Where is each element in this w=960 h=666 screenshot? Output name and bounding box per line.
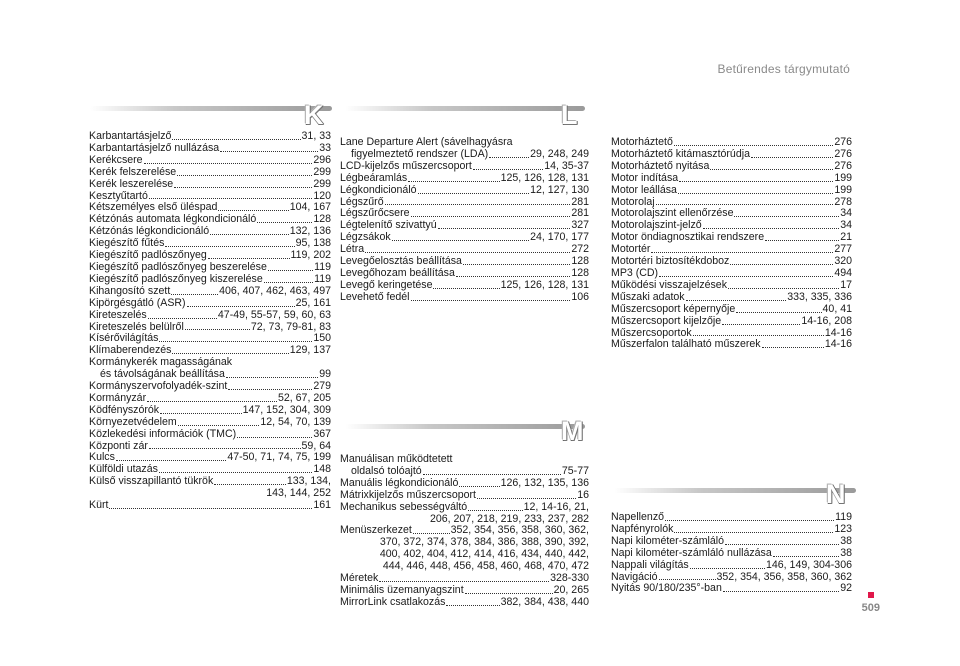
index-entry-leader	[210, 233, 289, 235]
index-entry	[340, 185, 589, 197]
index-entry-pages: 276	[834, 147, 852, 160]
index-entry-pages: 14-16, 208	[801, 314, 852, 327]
index-entry-leader	[148, 317, 217, 319]
section-k-letter: K	[304, 100, 324, 130]
index-entry-leader	[678, 192, 833, 194]
index-entry	[611, 560, 852, 572]
index-entry-pages: 106	[571, 290, 589, 303]
index-entry-term: Motorolaj	[611, 195, 655, 208]
index-entry-leader	[465, 592, 553, 594]
index-entry-term: Kireteszelés	[89, 308, 147, 321]
index-entry	[340, 173, 589, 185]
index-entry-pages: 34	[840, 207, 852, 220]
index-entry-pages: 299	[313, 165, 331, 178]
index-entry-term: Levegőhozam beállítása	[340, 266, 455, 279]
index-entry-term: és távolságának beállítása	[100, 368, 225, 381]
index-entry-pages: 150	[313, 332, 331, 345]
index-entry-term: Motorháztető nyitása	[611, 159, 710, 172]
index-entry-pages: 126, 132, 135, 136	[500, 476, 589, 489]
index-entry-term: Kireteszelés belülről	[89, 320, 184, 333]
index-entry-pages: 40, 41	[822, 302, 852, 315]
index-entry-leader	[690, 567, 765, 569]
index-entry-leader	[214, 483, 286, 485]
index-entry-continuation: 400, 402, 404, 412, 414, 416, 434, 440, 442,	[379, 548, 589, 561]
index-entry-pages: 24, 170, 177	[530, 231, 589, 244]
index-entry-leader	[237, 436, 312, 438]
index-entry-term: Kipörgésgátló (ASR)	[89, 296, 186, 309]
index-entry-leader	[418, 192, 530, 194]
index-entry-term: Motor leállása	[611, 183, 677, 196]
index-entry	[611, 280, 852, 292]
index-entry-term: Napi kilométer-számláló	[611, 534, 725, 547]
index-entry-term: Karbantartásjelző nullázása	[89, 141, 220, 154]
index-entry-term: Levegőelosztás beállítása	[340, 255, 462, 268]
index-entry-pages: 29, 248, 249	[530, 147, 589, 160]
index-entry-pages: 14, 35-37	[544, 159, 589, 172]
index-entry-term: Kormánykerék magasságának	[89, 356, 233, 369]
index-entry	[340, 490, 589, 502]
index-entry-leader	[171, 293, 218, 295]
index-entry-leader	[165, 245, 294, 247]
index-entry-leader	[177, 174, 312, 176]
index-entry-leader	[392, 239, 529, 241]
index-entry-term: Motor öndiagnosztikai rendszere	[611, 231, 765, 244]
index-entry-pages: 320	[834, 255, 852, 268]
index-entry-pages: 34	[840, 219, 852, 232]
section-n-list	[611, 512, 852, 595]
index-entry-pages: 31, 33	[301, 130, 331, 142]
index-entry-leader	[379, 580, 549, 582]
index-entry-term: Motorháztető kitámasztórúdja	[611, 147, 750, 160]
index-entry	[611, 536, 852, 548]
index-entry-leader	[228, 388, 312, 390]
index-entry	[89, 155, 331, 167]
index-entry-term: Motorolajszint-jelző	[611, 219, 702, 232]
index-entry-term: Kihangosító szett	[89, 284, 171, 297]
index-entry-leader	[477, 497, 576, 499]
index-entry-leader	[438, 227, 571, 229]
index-entry	[340, 478, 589, 490]
index-entry-term: Motor indítása	[611, 171, 679, 184]
index-entry-leader	[172, 352, 288, 354]
index-entry-term: Légzsákok	[340, 231, 391, 244]
section-m-letter: M	[561, 416, 584, 446]
index-entry-leader	[268, 269, 313, 271]
index-entry-leader	[185, 328, 250, 330]
index-entry	[340, 280, 589, 292]
index-entry-leader	[773, 555, 839, 557]
index-entry-leader	[446, 604, 499, 606]
index-entry	[89, 179, 331, 191]
index-entry	[611, 173, 852, 185]
section-l-list	[340, 137, 589, 304]
index-entry-leader	[656, 203, 834, 205]
section-k-list	[89, 131, 331, 512]
index-entry-pages: 281	[571, 195, 589, 208]
index-entry-term: Manuálisan működtetett	[340, 453, 453, 465]
index-entry-pages: 72, 73, 79-81, 83	[250, 320, 331, 333]
index-entry-term: Motorolajszint ellenőrzése	[611, 207, 734, 220]
index-entry-pages: 38	[840, 534, 852, 547]
index-entry-term: Külső visszapillantó tükrök	[89, 475, 214, 488]
index-entry-term: Kiegészítő fűtés	[89, 237, 165, 250]
index-entry-pages: 120	[313, 189, 331, 202]
section-n-bar	[614, 488, 856, 493]
index-entry-term: Nyitás 90/180/235°-ban	[611, 582, 722, 595]
index-entry	[611, 339, 852, 351]
index-entry-leader	[468, 509, 522, 511]
index-entry-pages: 133, 134,	[286, 475, 331, 488]
index-entry-term: Motortéri biztosítékdoboz	[611, 255, 730, 268]
index-entry-leader	[187, 305, 295, 307]
index-entry-term: Ködfényszórók	[89, 403, 160, 416]
index-entry-term: Légtelenítő szivattyú	[340, 219, 437, 232]
index-entry-leader	[459, 485, 499, 487]
index-entry-term: Napi kilométer-számláló nullázása	[611, 546, 772, 559]
index-entry-pages: 146, 149, 304-306	[765, 558, 852, 571]
section-m-continued-list	[611, 137, 852, 351]
index-entry-term: Létra	[340, 243, 365, 256]
index-entry-leader	[365, 251, 570, 253]
index-entry-leader	[178, 424, 260, 426]
index-entry-leader	[703, 227, 840, 229]
index-entry-pages: 17	[840, 278, 852, 291]
page-number: 509	[861, 602, 880, 614]
index-entry-term: Kétzónás légkondicionáló	[89, 225, 210, 238]
index-entry-leader	[730, 263, 833, 265]
index-entry-pages: 128	[571, 266, 589, 279]
index-entry-term: Légszűrőcsere	[340, 207, 410, 220]
index-entry-term: Klímaberendezés	[89, 344, 172, 357]
index-entry-pages: 199	[834, 183, 852, 196]
index-entry-pages: 99	[319, 368, 331, 381]
index-entry-leader	[159, 471, 312, 473]
index-entry-pages: 328-330	[550, 572, 589, 585]
index-entry-leader	[264, 281, 313, 283]
index-entry-pages: 95, 138	[295, 237, 331, 250]
index-entry	[89, 167, 331, 179]
index-entry-term: figyelmeztető rendszer (LDA)	[351, 147, 489, 160]
index-entry	[611, 292, 852, 304]
index-entry-term: MP3 (CD)	[611, 266, 659, 279]
index-entry-leader	[728, 287, 839, 289]
index-entry-term: Légszűrő	[340, 195, 384, 208]
index-entry-term: Kerék leszerelése	[89, 177, 174, 190]
index-entry-leader	[174, 186, 312, 188]
index-entry-pages: 20, 265	[553, 583, 589, 596]
index-entry-leader	[765, 239, 839, 241]
index-entry-term: Kürt	[89, 499, 109, 512]
index-entry	[89, 500, 331, 512]
index-entry-term: Kulcs	[89, 451, 115, 464]
section-m-bar	[345, 424, 585, 429]
index-entry-pages: 382, 384, 438, 440	[500, 595, 589, 608]
index-entry-term: Menüszerkezet	[340, 524, 412, 537]
index-entry-term: Légkondicionáló	[340, 183, 417, 196]
index-entry-leader	[751, 156, 833, 158]
index-entry-pages: 16	[577, 488, 589, 501]
index-entry-pages: 494	[834, 266, 852, 279]
index-entry	[89, 429, 331, 441]
index-entry-term: Kiegészítő padlószőnyeg kiszerelése	[89, 272, 263, 285]
index-entry	[340, 292, 589, 304]
index-entry-pages: 199	[834, 171, 852, 184]
index-entry-term: Levegő keringetése	[340, 278, 433, 291]
index-entry-pages: 406, 407, 462, 463, 497	[219, 284, 331, 297]
index-entry-pages: 272	[571, 243, 589, 256]
index-entry-term: Műszercsoport kijelzője	[611, 314, 722, 327]
index-entry-pages: 12, 14-16, 21,	[523, 500, 589, 513]
index-entry-term: Manuális légkondicionáló	[340, 476, 459, 489]
index-entry-leader	[722, 323, 800, 325]
index-entry-pages: 128	[313, 213, 331, 226]
index-entry	[340, 597, 589, 609]
index-entry-pages: 333, 335, 336	[787, 290, 852, 303]
index-entry-term: Kormányszervofolyadék-szint	[89, 380, 228, 393]
index-entry-leader	[385, 203, 571, 205]
index-entry-leader	[423, 473, 561, 475]
index-entry-pages: 92	[840, 582, 852, 595]
index-entry-leader	[651, 251, 833, 253]
index-entry-pages: 38	[840, 546, 852, 559]
index-entry-term: Napfényrolók	[611, 522, 674, 535]
index-entry-leader	[149, 447, 301, 449]
index-entry-pages: 352, 354, 356, 358, 360, 362,	[450, 524, 589, 537]
index-entry-leader	[109, 507, 312, 509]
index-entry-pages: 296	[313, 153, 331, 166]
index-entry-term: Kísérővilágítás	[89, 332, 159, 345]
index-entry-pages: 278	[834, 195, 852, 208]
index-entry	[340, 502, 589, 514]
index-entry	[611, 304, 852, 316]
index-entry	[611, 548, 852, 560]
index-entry	[89, 286, 331, 298]
index-entry-term: Közlekedési információk (TMC)	[89, 427, 237, 440]
index-entry-leader	[665, 519, 834, 521]
index-entry-continuation: 206, 207, 218, 219, 233, 237, 282	[429, 512, 589, 525]
index-entry-term: Méretek	[340, 572, 379, 585]
index-entry-pages: 119	[314, 272, 331, 285]
section-m-list	[340, 454, 589, 609]
index-entry-leader	[725, 543, 839, 545]
index-entry-leader	[411, 299, 571, 301]
index-entry-pages: 12, 127, 130	[530, 183, 589, 196]
index-entry-leader	[208, 257, 290, 259]
index-entry-term: LCD-kijelzős műszercsoport	[340, 159, 472, 172]
index-entry-pages: 279	[313, 380, 331, 393]
index-entry-term: Műszercsoport képernyője	[611, 302, 736, 315]
index-entry-term: Központi zár	[89, 439, 148, 452]
index-entry-term: Navigáció	[611, 570, 658, 583]
index-entry-leader	[489, 156, 529, 158]
index-entry-pages: 129, 137	[289, 344, 331, 357]
section-n-letter: N	[826, 479, 846, 509]
index-entry-leader	[116, 459, 226, 461]
index-entry-pages: 14-16	[824, 338, 852, 351]
index-entry-leader	[433, 287, 499, 289]
index-entry-pages: 33	[319, 141, 331, 154]
index-entry	[89, 274, 331, 286]
index-entry-pages: 75-77	[561, 464, 589, 477]
index-entry-leader	[674, 531, 833, 533]
index-entry-pages: 25, 161	[295, 296, 331, 309]
index-entry-leader	[710, 168, 833, 170]
index-entry-term: Kormányzár	[89, 391, 147, 404]
index-entry-leader	[762, 346, 824, 348]
index-entry-term: Műszercsoportok	[611, 326, 692, 339]
index-entry	[89, 298, 331, 310]
index-entry-term: MirrorLink csatlakozás	[340, 595, 446, 608]
index-entry-leader	[226, 376, 318, 378]
index-entry-term: Kerékcsere	[89, 153, 143, 166]
index-entry-term: Környezetvédelem	[89, 415, 177, 428]
index-entry-term: Kiegészítő padlószőnyeg beszerelése	[89, 260, 267, 273]
index-entry-pages: 161	[313, 499, 331, 512]
section-k-bar	[90, 106, 332, 111]
index-entry-leader	[411, 215, 571, 217]
index-entry-pages: 276	[834, 159, 852, 172]
index-entry-leader	[679, 180, 833, 182]
index-entry-leader	[463, 263, 570, 265]
index-entry-term: Kétzónás automata légkondicionáló	[89, 213, 257, 226]
index-entry-leader	[220, 150, 318, 152]
index-entry-pages: 299	[313, 177, 331, 190]
index-entry-pages: 281	[571, 207, 589, 220]
index-entry-term: Lane Departure Alert (sávelhagyásra	[340, 136, 513, 148]
index-entry-leader	[734, 215, 839, 217]
index-entry-pages: 52, 67, 205	[277, 391, 331, 404]
index-entry-leader	[218, 209, 288, 211]
index-entry-continuation: 143, 144, 252	[266, 487, 331, 500]
index-entry-term: Nappali világítás	[611, 558, 689, 571]
index-entry	[611, 185, 852, 197]
index-entry-pages: 14-16	[824, 326, 852, 339]
index-entry-leader	[723, 590, 839, 592]
index-entry-pages: 367	[313, 427, 331, 440]
index-entry-term: Kesztyűtartó	[89, 189, 148, 202]
index-entry-leader	[147, 400, 277, 402]
index-entry-leader	[257, 221, 312, 223]
index-entry-pages: 128	[571, 255, 589, 268]
index-entry-pages: 132, 136	[289, 225, 331, 238]
index-entry-pages: 277	[834, 243, 852, 256]
index-entry-pages: 12, 54, 70, 139	[260, 415, 331, 428]
index-entry-pages: 59, 64	[301, 439, 331, 452]
index-entry	[611, 316, 852, 328]
index-entry-leader	[659, 275, 833, 277]
index-entry-term: Karbantartásjelző	[89, 130, 172, 142]
index-entry-term: Motortér	[611, 243, 651, 256]
index-entry-leader	[674, 144, 833, 146]
index-entry-leader	[456, 275, 570, 277]
index-entry-pages: 119, 202	[290, 249, 331, 262]
index-entry-pages: 21	[840, 231, 852, 244]
index-entry-pages: 47-49, 55-57, 59, 60, 63	[217, 308, 331, 321]
index-entry	[340, 232, 589, 244]
index-entry-leader	[160, 412, 242, 414]
index-entry-term: Minimális üzemanyagszint	[340, 583, 464, 596]
index-entry-leader	[144, 162, 313, 164]
index-entry-pages: 47-50, 71, 74, 75, 199	[227, 451, 331, 464]
index-entry-term: Kétszemélyes első üléspad	[89, 201, 218, 214]
index-entry-term: Levehető fedél	[340, 290, 410, 303]
index-entry-pages: 327	[571, 219, 589, 232]
index-entry-term: Légbeáramlás	[340, 171, 408, 184]
index-entry-continuation: 370, 372, 374, 378, 384, 386, 388, 390, 392,	[379, 536, 589, 549]
index-entry-term: Mechanikus sebességváltó	[340, 500, 468, 513]
index-entry-term: Napellenző	[611, 511, 665, 523]
index-entry-leader	[693, 334, 824, 336]
page-header-title: Betűrendes tárgymutató	[717, 62, 850, 76]
index-entry-pages: 104, 167	[289, 201, 331, 214]
index-entry	[611, 161, 852, 173]
index-entry-term: oldalsó tolóajtó	[351, 464, 422, 477]
index-entry-leader	[159, 340, 312, 342]
index-entry-pages: 123	[834, 522, 852, 535]
index-entry-leader	[686, 299, 787, 301]
index-entry-leader	[413, 532, 450, 534]
index-entry-leader	[149, 197, 312, 199]
index-entry	[89, 417, 331, 429]
index-entry-term: Működési visszajelzések	[611, 278, 727, 291]
index-entry	[611, 583, 852, 595]
index-entry-term: Műszerfalon található műszerek	[611, 338, 761, 351]
index-entry	[89, 405, 331, 417]
index-entry-pages: 276	[834, 136, 852, 148]
index-entry	[340, 161, 589, 173]
index-entry-pages: 147, 152, 304, 309	[242, 403, 331, 416]
index-entry-term: Mátrixkijelzős műszercsoport	[340, 488, 476, 501]
index-entry-leader	[736, 311, 821, 313]
index-entry-leader	[659, 578, 716, 580]
page-marker	[868, 592, 874, 598]
index-entry-pages: 352, 354, 356, 358, 360, 362	[716, 570, 852, 583]
section-l-bar	[345, 106, 585, 111]
index-entry-pages: 119	[314, 260, 331, 273]
index-entry-term: Külföldi utazás	[89, 463, 158, 476]
index-entry-pages: 125, 126, 128, 131	[500, 278, 589, 291]
section-l-letter: L	[561, 100, 578, 130]
index-entry-pages: 119	[835, 511, 852, 523]
index-entry-leader	[473, 168, 543, 170]
index-entry-pages: 125, 126, 128, 131	[500, 171, 589, 184]
index-entry-leader	[172, 138, 300, 140]
index-entry-continuation: 444, 446, 448, 456, 458, 460, 468, 470, 472	[382, 560, 589, 573]
index-entry	[89, 310, 331, 322]
index-entry-term: Kiegészítő padlószőnyeg	[89, 249, 207, 262]
index-entry-term: Kerék felszerelése	[89, 165, 177, 178]
index-entry-pages: 148	[313, 463, 331, 476]
index-entry-term: Motorháztető	[611, 136, 673, 148]
index-entry-leader	[408, 180, 499, 182]
index-entry-term: Műszaki adatok	[611, 290, 685, 303]
